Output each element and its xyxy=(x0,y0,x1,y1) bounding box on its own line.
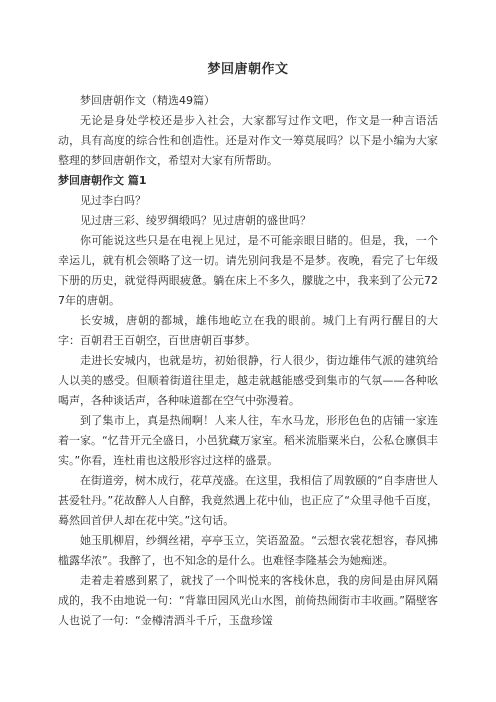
paragraph: 见过李白吗？ xyxy=(80,194,146,207)
document-body xyxy=(58,91,438,631)
paragraph: 走着走着感到累了，就找了一个叫悦来的客栈休息，我的房间是由屏风隔成的，我不由地说一句：“背靠田园风光山水图，前倚热闹街市丰收画。”隔壁客人也说了一句：“金樽清酒斗千斤，玉盘珍馐 xyxy=(58,574,438,627)
paragraph: 见过唐三彩、绫罗绸缎吗？见过唐朝的盛世吗？ xyxy=(80,214,311,227)
paragraph: 你可能说这些只是在电视上见过，是不可能亲眼目睹的。但是，我，一个幸运儿，就有机会领略了这一切。请先别问我是不是梦。夜晚，看完了七年级下册的历史，就觉得两眼疲惫。躺在床上不多久，朦胧之中，我来到了公元727年的唐朝。 xyxy=(58,234,438,307)
document-title: 梦回唐朝作文 xyxy=(207,62,289,77)
paragraph: 到了集市上，真是热闹啊！人来人往，车水马龙，形形色色的店铺一家连着一家。“忆昔开元全盛日，小邑犹藏万家室。稻米流脂粟米白，公私仓廪俱丰实。”你看，连杜甫也这般形容过这样的盛景。 xyxy=(58,414,438,467)
paragraph: 无论是身处学校还是步入社会，大家都写过作文吧，作文是一种言语活动，具有高度的综合性和创造性。还是对作文一筹莫展吗？以下是小编为大家整理的梦回唐朝作文，希望对大家有所帮助。 xyxy=(58,114,438,167)
section-heading: 梦回唐朝作文 篇1 xyxy=(58,174,147,187)
paragraph: 走进长安城内，也就是坊，初始很静，行人很少，街边雄伟气派的建筑给人以美的感受。但顺着街道往里走，越走就越能感受到集市的气氛——各种吆喝声，各种谈话声，各种味道都在空气中弥漫着。 xyxy=(58,354,438,407)
paragraph: 在街道旁，树木成行，花草茂盛。在这里，我相信了周敦颐的“自李唐世人甚爱牡丹。”花故醉人人自醉，我竟然遇上花中仙，也正应了“众里寻他千百度，蓦然回首伊人却在花中笑。”这句话。 xyxy=(58,474,438,527)
paragraph: 她玉肌柳眉，纱绸丝裙，亭亭玉立，笑语盈盈。“云想衣裳花想容，春风拂槛露华浓”。我醉了，也不知念的是什么。也难怪李隆基会为她痴迷。 xyxy=(58,534,438,567)
paragraph: 长安城，唐朝的都城，雄伟地屹立在我的眼前。城门上有两行醒目的大字：百朝君王百朝空，百世唐朝百事梦。 xyxy=(58,314,438,347)
paragraph: 梦回唐朝作文（精选49篇） xyxy=(80,94,215,107)
